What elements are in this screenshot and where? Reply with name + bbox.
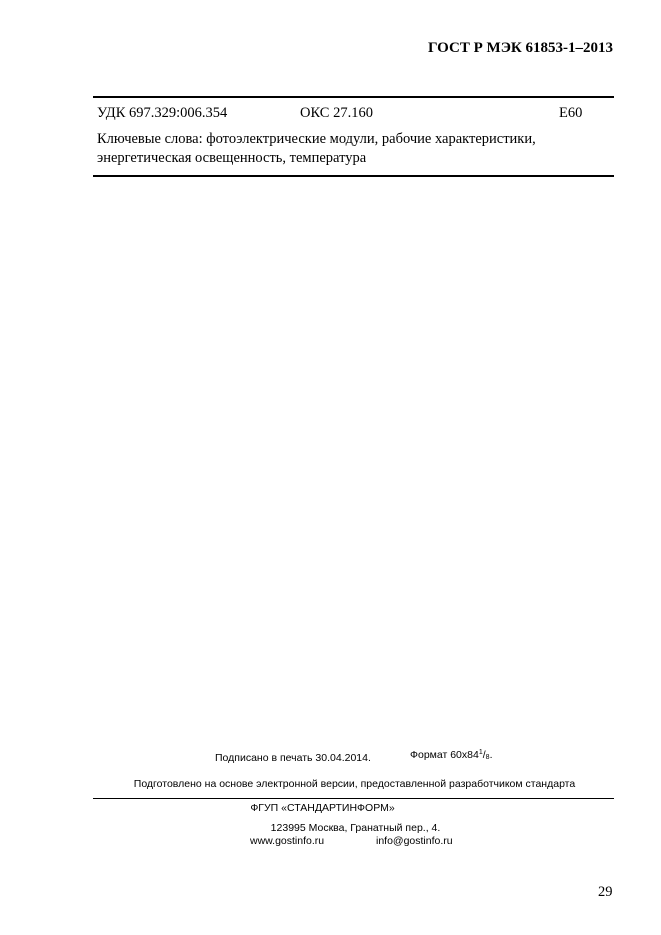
signed-date: Подписано в печать 30.04.2014. (215, 752, 371, 764)
keywords-text: Ключевые слова: фотоэлектрические модули, рабочие характеристики, энергетическая освещенность, температура (97, 131, 536, 166)
standard-header: ГОСТ Р МЭК 61853-1–2013 (428, 40, 613, 56)
top-divider (93, 96, 614, 98)
publisher-address: 123995 Москва, Гранатный пер., 4. (270, 822, 441, 834)
email-link[interactable]: info@gostinfo.ru (376, 835, 453, 847)
bottom-divider (93, 175, 614, 177)
udk-code: УДК 697.329:006.354 (97, 105, 228, 121)
footer-divider (93, 798, 614, 799)
oks-code: ОКС 27.160 (300, 105, 373, 121)
page-number: 29 (598, 884, 613, 900)
format-prefix: Формат 60x84 (410, 749, 479, 761)
format-suffix: . (489, 749, 493, 761)
publisher-name: ФГУП «СТАНДАРТИНФОРМ» (250, 802, 395, 814)
print-format: Формат $60x84^1/_8$. (410, 749, 493, 761)
format-numerator: 1 (478, 749, 483, 756)
classification-code: Е60 (559, 105, 583, 121)
format-denominator: 8 (485, 754, 490, 761)
website-link[interactable]: www.gostinfo.ru (250, 835, 325, 847)
prepared-note: Подготовлено на основе электронной версии, предоставленной разработчиком стандарта (133, 778, 576, 790)
